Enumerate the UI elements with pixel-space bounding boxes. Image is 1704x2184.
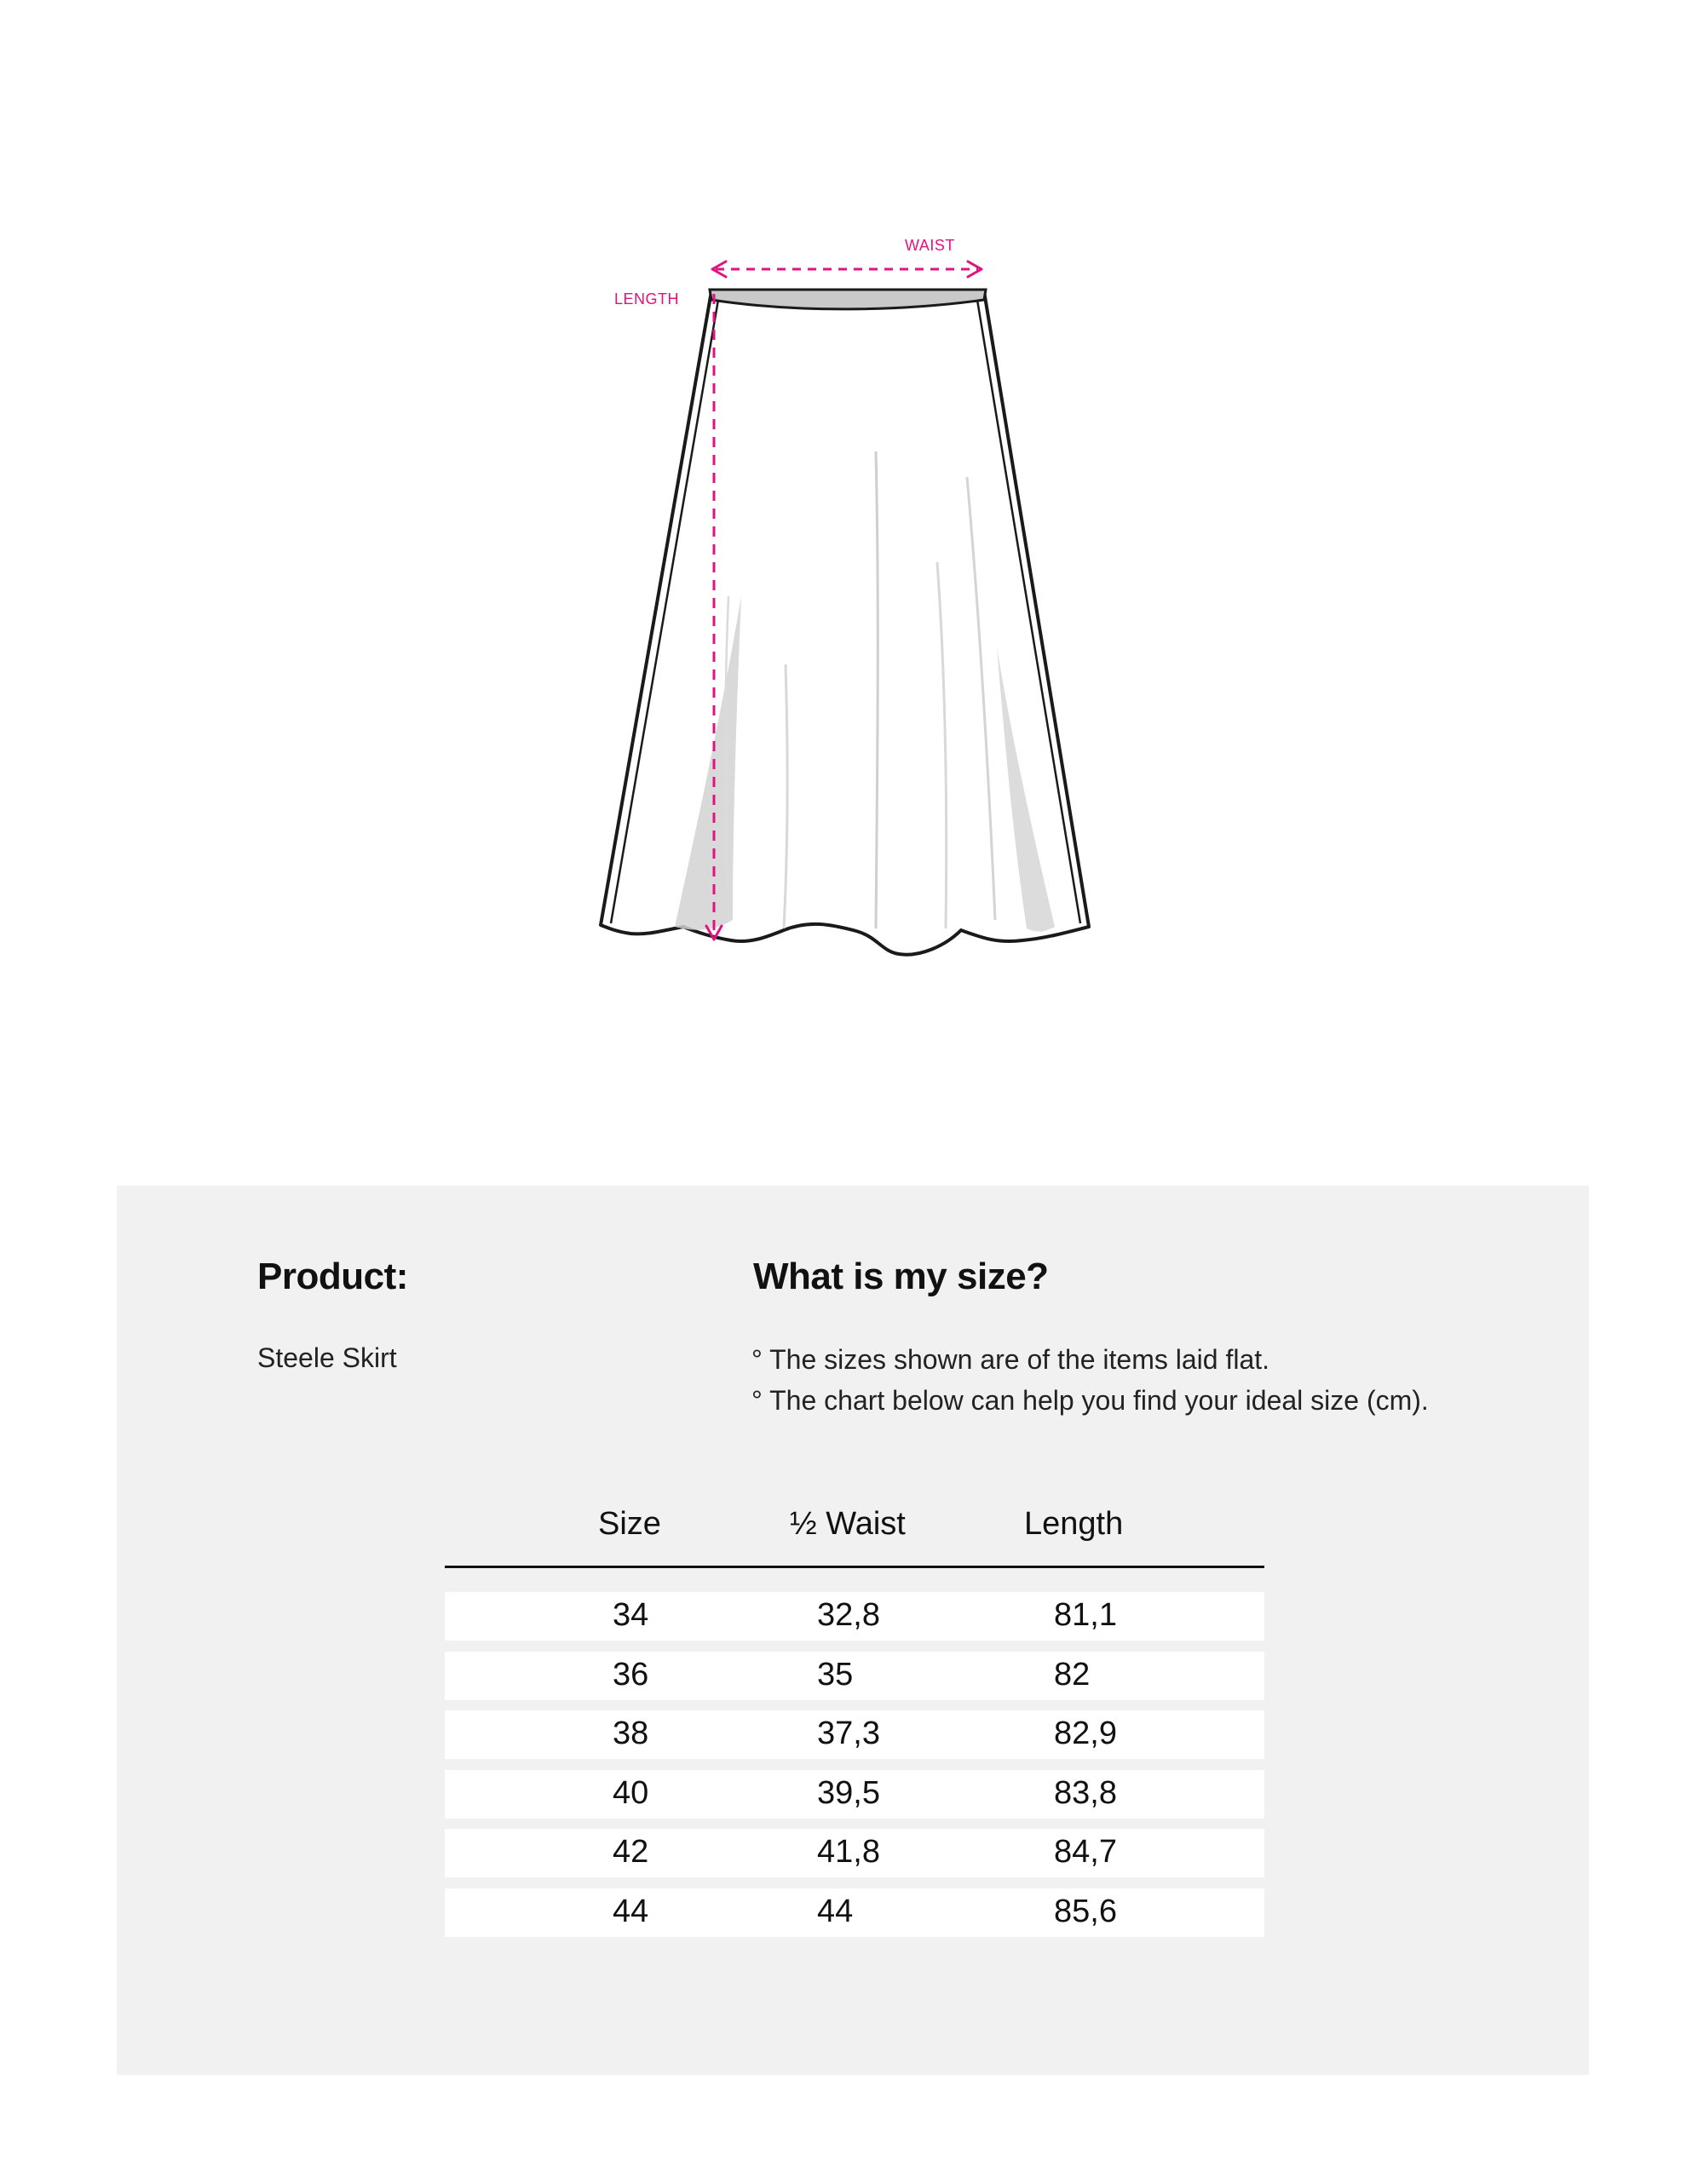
size-guide-heading: What is my size? (753, 1256, 1049, 1297)
length-label: LENGTH (614, 290, 680, 307)
product-name: Steele Skirt (257, 1342, 397, 1373)
half-waist-cell: 41,8 (817, 1834, 880, 1871)
size-cell: 38 (613, 1716, 649, 1752)
table-row (445, 1888, 1264, 1937)
half-waist-cell: 32,8 (817, 1597, 880, 1633)
size-cell: 36 (613, 1656, 649, 1693)
size-info-panel (117, 1186, 1589, 2075)
skirt-outline (601, 291, 1089, 955)
length-cell: 85,6 (1054, 1893, 1117, 1929)
half-waist-cell: 35 (817, 1656, 854, 1693)
size-table (445, 1501, 1264, 1948)
table-row (445, 1710, 1264, 1759)
half-waist-cell: 39,5 (817, 1774, 880, 1811)
column-header-half-waist: ½ Waist (790, 1506, 906, 1542)
table-body (445, 1592, 1264, 1937)
column-header-length: Length (1024, 1506, 1124, 1542)
table-header-row (445, 1501, 1264, 1568)
size-cell: 44 (613, 1893, 649, 1929)
table-row (445, 1829, 1264, 1877)
length-cell: 84,7 (1054, 1834, 1117, 1871)
length-cell: 82 (1054, 1656, 1091, 1693)
length-cell: 81,1 (1054, 1597, 1117, 1633)
size-note: ° The sizes shown are of the items laid flat. (751, 1344, 1270, 1375)
half-waist-cell: 44 (817, 1893, 854, 1929)
table-row (445, 1770, 1264, 1819)
table-row (445, 1592, 1264, 1641)
column-header-size: Size (598, 1506, 661, 1542)
size-cell: 42 (613, 1834, 649, 1871)
size-note: ° The chart below can help you find your ideal size (cm). (751, 1385, 1429, 1416)
half-waist-cell: 37,3 (817, 1716, 880, 1752)
size-cell: 34 (613, 1597, 649, 1633)
waist-label: WAIST (905, 237, 955, 254)
table-row (445, 1652, 1264, 1700)
length-cell: 82,9 (1054, 1716, 1117, 1752)
waist-measurement-arrow (712, 262, 982, 277)
length-cell: 83,8 (1054, 1774, 1117, 1811)
product-heading: Product: (257, 1256, 408, 1297)
size-notes (751, 1339, 1429, 1421)
skirt-measurement-diagram (0, 0, 1704, 1022)
size-cell: 40 (613, 1774, 649, 1811)
